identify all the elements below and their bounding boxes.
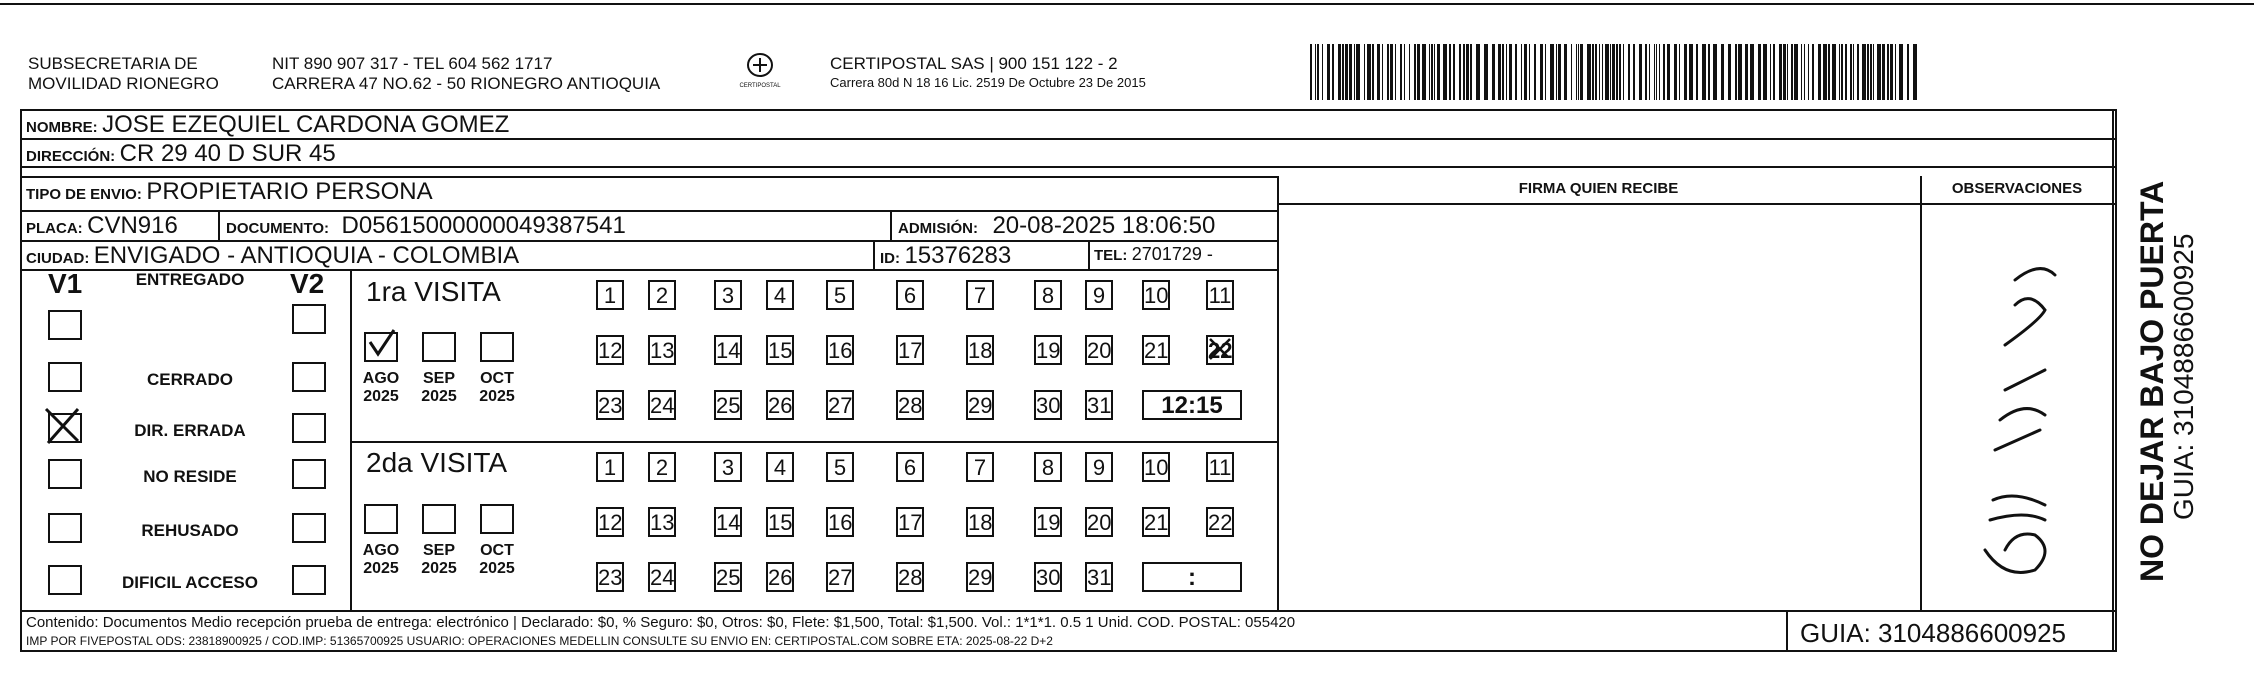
barcode-bar	[1364, 44, 1365, 100]
company-info: CERTIPOSTAL SAS | 900 151 122 - 2 Carrera 80d N 18 16 Lic. 2519 De Octubre 23 De 2015	[830, 54, 1146, 90]
v1-checkbox-marked[interactable]	[48, 413, 82, 443]
status-label: NO RESIDE	[143, 467, 237, 486]
barcode-bar	[1387, 44, 1389, 100]
first-visit-day-30[interactable]: 30	[1034, 390, 1062, 420]
second-visit-day-10[interactable]: 10	[1142, 452, 1170, 482]
first-visit-day-19[interactable]: 19	[1034, 335, 1062, 365]
barcode-bar	[1322, 44, 1323, 100]
barcode-bar	[1656, 44, 1657, 100]
barcode-bar	[1645, 44, 1647, 100]
barcode-bar	[1315, 44, 1316, 100]
barcode-bar	[1850, 44, 1852, 100]
barcode-bar	[1390, 44, 1393, 100]
first-visit-month-label: OCT 2025	[479, 370, 515, 405]
first-visit-day-4[interactable]: 4	[766, 280, 794, 310]
barcode-bar	[1907, 44, 1909, 100]
barcode-bar	[1345, 44, 1348, 100]
first-visit-day-5[interactable]: 5	[826, 280, 854, 310]
barcode-bar	[1913, 44, 1917, 100]
v1-header: V1	[48, 268, 83, 299]
barcode-bar	[1540, 44, 1543, 100]
barcode-bar	[1382, 44, 1383, 100]
first-visit-day-17[interactable]: 17	[896, 335, 924, 365]
ciudad-value: ENVIGADO - ANTIOQUIA - COLOMBIA	[93, 242, 520, 269]
barcode-bar	[1663, 44, 1665, 100]
first-visit-month-checkbox[interactable]	[480, 332, 514, 362]
first-visit-day-11[interactable]: 11	[1206, 280, 1234, 310]
tel-field: TEL: 2701729 -	[1094, 244, 1213, 264]
first-visit-day-10[interactable]: 10	[1142, 280, 1170, 310]
barcode-bar	[1431, 44, 1433, 100]
second-visit-day-30[interactable]: 30	[1034, 562, 1062, 592]
barcode-bar	[1758, 44, 1761, 100]
barcode-bar	[1515, 44, 1517, 100]
barcode-bar	[1576, 44, 1577, 100]
barcode-bar	[1713, 44, 1717, 100]
barcode-bar	[1628, 44, 1630, 100]
second-visit-day-21[interactable]: 21	[1142, 507, 1170, 537]
first-visit-day-25[interactable]: 25	[714, 390, 742, 420]
ciudad-field: CIUDAD: ENVIGADO - ANTIOQUIA - COLOMBIA	[26, 242, 520, 269]
first-visit-title: 1ra VISITA	[366, 276, 501, 307]
second-visit-day-5[interactable]: 5	[826, 452, 854, 482]
barcode-bar	[1524, 44, 1527, 100]
barcode-bar	[1801, 44, 1802, 100]
barcode-bar	[1404, 44, 1405, 100]
barcode-bar	[1873, 44, 1874, 100]
barcode-bar	[1602, 44, 1603, 100]
no-dejar-bajo-puerta: NO DEJAR BAJO PUERTA	[2134, 180, 2170, 582]
second-visit-day-14[interactable]: 14	[714, 507, 742, 537]
barcode-bar	[1773, 44, 1775, 100]
barcode-bar	[1728, 44, 1731, 100]
barcode-bar	[1422, 44, 1426, 100]
barcode-bar	[1534, 44, 1536, 100]
barcode-bar	[1409, 44, 1410, 100]
first-visit-month-checkbox[interactable]	[364, 332, 398, 362]
v1-checkbox[interactable]	[48, 565, 82, 595]
second-visit-day-16[interactable]: 16	[826, 507, 854, 537]
barcode-bar	[1470, 44, 1472, 100]
first-visit-day-18[interactable]: 18	[966, 335, 994, 365]
second-visit-day-28[interactable]: 28	[896, 562, 924, 592]
first-visit-day-13[interactable]: 13	[648, 335, 676, 365]
barcode-bar	[1684, 44, 1687, 100]
first-visit-day-16[interactable]: 16	[826, 335, 854, 365]
barcode-bar	[1735, 44, 1737, 100]
first-visit-day-28[interactable]: 28	[896, 390, 924, 420]
first-visit-day-8[interactable]: 8	[1034, 280, 1062, 310]
barcode-bar	[1689, 44, 1693, 100]
v2-checkbox[interactable]	[292, 413, 326, 443]
barcode-bar	[1639, 44, 1642, 100]
barcode-bar	[1354, 44, 1355, 100]
barcode-bar	[1484, 44, 1488, 100]
v2-checkbox[interactable]	[292, 362, 326, 392]
barcode-bar	[1610, 44, 1611, 100]
barcode-bar	[1812, 44, 1814, 100]
admision-value: 20-08-2025 18:06:50	[992, 212, 1216, 239]
certipostal-logo: CERTIPOSTAL	[730, 52, 790, 89]
barcode-bar	[1877, 44, 1881, 100]
barcode-bar	[1592, 44, 1594, 100]
v2-header: V2	[290, 268, 325, 299]
barcode-bar	[1417, 44, 1420, 100]
barcode-bar	[1476, 44, 1480, 100]
v1-checkbox[interactable]	[48, 310, 82, 340]
barcode-bar	[1887, 44, 1889, 100]
status-label: DIFICIL ACCESO	[121, 573, 258, 592]
second-visit-month-label: AGO 2025	[362, 542, 400, 577]
barcode-bar	[1674, 44, 1677, 100]
first-visit-day-2[interactable]: 2	[648, 280, 676, 310]
barcode-bar	[1356, 44, 1360, 100]
barcode-bar	[1453, 44, 1455, 100]
first-visit-day-27[interactable]: 27	[826, 390, 854, 420]
barcode-bar	[1870, 44, 1872, 100]
second-visit-day-29[interactable]: 29	[966, 562, 994, 592]
first-visit-month-label: SEP 2025	[421, 370, 457, 405]
second-visit-day-31[interactable]: 31	[1085, 562, 1113, 592]
handwritten-observation	[1945, 250, 2085, 590]
barcode-bar	[1845, 44, 1847, 100]
second-visit-day-26[interactable]: 26	[766, 562, 794, 592]
second-visit-month-label: OCT 2025	[479, 542, 515, 577]
second-visit-title: 2da VISITA	[366, 447, 508, 478]
first-visit-time-box[interactable]: 12:15	[1142, 390, 1242, 420]
second-visit-month-checkbox[interactable]	[480, 504, 514, 534]
barcode-bar	[1857, 44, 1859, 100]
second-visit-day-20[interactable]: 20	[1085, 507, 1113, 537]
barcode-bar	[1605, 44, 1609, 100]
barcode-bar	[1506, 44, 1507, 100]
barcode-bar	[1443, 44, 1447, 100]
barcode-bar	[1808, 44, 1809, 100]
first-visit-day-31[interactable]: 31	[1085, 390, 1113, 420]
barcode-bar	[1459, 44, 1461, 100]
barcode-bar	[1828, 44, 1830, 100]
barcode-bar	[1679, 44, 1680, 100]
first-visit-day-29[interactable]: 29	[966, 390, 994, 420]
first-visit-day-26[interactable]: 26	[766, 390, 794, 420]
second-visit-day-15[interactable]: 15	[766, 507, 794, 537]
second-visit-day-12[interactable]: 12	[596, 507, 624, 537]
id-field: ID: 15376283	[880, 242, 1012, 269]
v1-checkbox[interactable]	[48, 362, 82, 392]
barcode-bar	[1804, 44, 1805, 100]
barcode-bar	[1616, 44, 1618, 100]
placa-field: PLACA: CVN916	[26, 212, 178, 239]
direccion-row: DIRECCIÓN: CR 29 40 D SUR 45	[26, 140, 336, 167]
barcode-bar	[1372, 44, 1374, 100]
barcode-bar	[1654, 44, 1655, 100]
barcode-bar	[1770, 44, 1771, 100]
barcode-bar	[1327, 44, 1330, 100]
barcode-bar	[1702, 44, 1706, 100]
top-edge	[0, 3, 2254, 5]
barcode-bar	[1550, 44, 1554, 100]
first-visit-day-14[interactable]: 14	[714, 335, 742, 365]
v1-checkbox[interactable]	[48, 513, 82, 543]
first-visit-month-label: AGO 2025	[362, 370, 400, 405]
org-name: SUBSECRETARIA DE MOVILIDAD RIONEGRO	[28, 54, 219, 93]
second-visit-day-13[interactable]: 13	[648, 507, 676, 537]
first-visit-day-3[interactable]: 3	[714, 280, 742, 310]
barcode-bar	[1317, 44, 1319, 100]
second-visit-day-17[interactable]: 17	[896, 507, 924, 537]
barcode-bar	[1599, 44, 1600, 100]
v2-checkbox[interactable]	[292, 565, 326, 595]
barcode-bar	[1529, 44, 1530, 100]
second-visit-time-box[interactable]: :	[1142, 562, 1242, 592]
barcode-bar	[1787, 44, 1788, 100]
barcode-bar	[1832, 44, 1836, 100]
tipo-envio-row: TIPO DE ENVIO: PROPIETARIO PERSONA	[26, 178, 433, 205]
observaciones-label: OBSERVACIONES	[1951, 180, 2083, 197]
barcode-bar	[1564, 44, 1567, 100]
second-visit-month-checkbox[interactable]	[364, 504, 398, 534]
barcode-bar	[1667, 44, 1670, 100]
firma-label: FIRMA QUIEN RECIBE	[1518, 180, 1679, 197]
barcode-bar	[1466, 44, 1469, 100]
second-visit-day-6[interactable]: 6	[896, 452, 924, 482]
barcode-bar	[1395, 44, 1396, 100]
second-visit-day-2[interactable]: 2	[648, 452, 676, 482]
barcode-bar	[1437, 44, 1440, 100]
barcode-bar	[1721, 44, 1724, 100]
tipo-envio-value: PROPIETARIO PERSONA	[146, 178, 433, 205]
v2-checkbox[interactable]	[292, 304, 326, 334]
status-label: REHUSADO	[141, 521, 239, 540]
barcode-bar	[1580, 44, 1583, 100]
barcode-bar	[1556, 44, 1557, 100]
barcode-bar	[1595, 44, 1597, 100]
v1-checkbox[interactable]	[48, 459, 82, 489]
first-visit-day-22[interactable]: 22	[1206, 335, 1234, 365]
v2-checkbox[interactable]	[292, 459, 326, 489]
first-visit-day-1[interactable]: 1	[596, 280, 624, 310]
id-value: 15376283	[904, 242, 1012, 269]
barcode-bar	[1332, 44, 1334, 100]
second-visit-day-23[interactable]: 23	[596, 562, 624, 592]
nombre-row: NOMBRE: JOSE EZEQUIEL CARDONA GOMEZ	[26, 111, 510, 138]
status-label: DIR. ERRADA	[134, 421, 246, 440]
barcode-bar	[1839, 44, 1840, 100]
second-visit-day-7[interactable]: 7	[966, 452, 994, 482]
first-visit-day-7[interactable]: 7	[966, 280, 994, 310]
documento-field: DOCUMENTO: D05615000000049387541	[226, 212, 626, 239]
second-visit-day-4[interactable]: 4	[766, 452, 794, 482]
barcode-bar	[1823, 44, 1827, 100]
barcode-bar	[1587, 44, 1591, 100]
placa-value: CVN916	[87, 212, 178, 239]
barcode-bar	[1414, 44, 1416, 100]
first-visit-day-23[interactable]: 23	[596, 390, 624, 420]
barcode-bar	[1349, 44, 1352, 100]
footer-content: Contenido: Documentos Medio recepción prueba de entrega: electrónico | Declarado: $0, % Seguro: $0, Otros: $0, Flete: $1,500, Total: $1,500. Vol.: 1*1*1. 0.5 1 Unid. COD. POSTAL: 055420 IMP POR FIVEPOSTAL ODS: 23818900925 / COD.IMP: 51365700925 USUARIO: OPERACIONES MEDELLIN CONSULTE SU ENVIO EN: CERTIPOSTAL.COM SOBRE ETA: 2025-08-22 D+2	[26, 614, 1296, 648]
nombre-value: JOSE EZEQUIEL CARDONA GOMEZ	[102, 111, 510, 138]
barcode-bar	[1449, 44, 1451, 100]
barcode-bar	[1342, 44, 1344, 100]
barcode-bar	[1434, 44, 1435, 100]
org-nit: NIT 890 907 317 - TEL 604 562 1717 CARRERA 47 NO.62 - 50 RIONEGRO ANTIOQUIA	[272, 54, 661, 93]
status-label: CERRADO	[147, 370, 233, 389]
second-visit-day-9[interactable]: 9	[1085, 452, 1113, 482]
barcode-bar	[1377, 44, 1380, 100]
barcode-bar	[1841, 44, 1843, 100]
first-visit-day-24[interactable]: 24	[648, 390, 676, 420]
documento-value: D05615000000049387541	[341, 212, 626, 239]
second-visit-day-3[interactable]: 3	[714, 452, 742, 482]
barcode-bar	[1558, 44, 1561, 100]
barcode-bar	[1745, 44, 1748, 100]
barcode-bar	[1463, 44, 1465, 100]
second-visit-day-27[interactable]: 27	[826, 562, 854, 592]
barcode-bar	[1738, 44, 1742, 100]
barcode-bar	[1895, 44, 1896, 100]
side-guia: GUIA: 3104886600925	[2168, 233, 2199, 520]
barcode-bar	[1310, 44, 1312, 100]
first-visit-day-15[interactable]: 15	[766, 335, 794, 365]
first-visit-day-20[interactable]: 20	[1085, 335, 1113, 365]
barcode-bar	[1492, 44, 1495, 100]
barcode-bar	[1853, 44, 1854, 100]
barcode-bar	[1794, 44, 1798, 100]
barcode-bar	[1623, 44, 1624, 100]
barcode-bar	[1779, 44, 1782, 100]
barcode-bar	[1882, 44, 1885, 100]
second-visit-day-11[interactable]: 11	[1206, 452, 1234, 482]
barcode-bar	[1571, 44, 1572, 100]
barcode-bar	[1867, 44, 1869, 100]
first-visit-month-checkbox[interactable]	[422, 332, 456, 362]
barcode-bar	[1763, 44, 1767, 100]
barcode-bar	[1338, 44, 1341, 100]
second-visit-month-label: SEP 2025	[421, 542, 457, 577]
barcode-bar	[1429, 44, 1430, 100]
direccion-value: CR 29 40 D SUR 45	[119, 140, 336, 167]
barcode-bar	[1696, 44, 1698, 100]
second-visit-day-22[interactable]: 22	[1206, 507, 1234, 537]
second-visit-day-8[interactable]: 8	[1034, 452, 1062, 482]
barcode-bar	[1862, 44, 1866, 100]
barcode-bar	[1750, 44, 1754, 100]
barcode	[1310, 44, 1920, 100]
barcode-bar	[1818, 44, 1821, 100]
footer-guia: GUIA: 3104886600925	[1800, 618, 2066, 648]
barcode-bar	[1783, 44, 1786, 100]
barcode-bar	[1578, 44, 1579, 100]
barcode-bar	[1400, 44, 1402, 100]
status-label: ENTREGADO	[135, 270, 245, 289]
second-visit-day-25[interactable]: 25	[714, 562, 742, 592]
first-visit-day-12[interactable]: 12	[596, 335, 624, 365]
second-visit-day-1[interactable]: 1	[596, 452, 624, 482]
barcode-bar	[1509, 44, 1512, 100]
barcode-bar	[1890, 44, 1893, 100]
tel-value: 2701729 -	[1131, 244, 1213, 264]
second-visit-day-18[interactable]: 18	[966, 507, 994, 537]
first-visit-day-21[interactable]: 21	[1142, 335, 1170, 365]
first-visit-day-6[interactable]: 6	[896, 280, 924, 310]
barcode-bar	[1659, 44, 1660, 100]
barcode-bar	[1649, 44, 1650, 100]
second-visit-day-19[interactable]: 19	[1034, 507, 1062, 537]
v2-checkbox[interactable]	[292, 513, 326, 543]
second-visit-month-checkbox[interactable]	[422, 504, 456, 534]
barcode-bar	[1498, 44, 1501, 100]
barcode-bar	[1899, 44, 1903, 100]
second-visit-day-24[interactable]: 24	[648, 562, 676, 592]
barcode-bar	[1791, 44, 1793, 100]
barcode-bar	[1545, 44, 1546, 100]
barcode-bar	[1367, 44, 1371, 100]
barcode-bar	[1502, 44, 1504, 100]
barcode-bar	[1619, 44, 1621, 100]
barcode-bar	[1521, 44, 1522, 100]
barcode-bar	[1633, 44, 1635, 100]
admision-field: ADMISIÓN: 20-08-2025 18:06:50	[898, 212, 1216, 239]
first-visit-day-9[interactable]: 9	[1085, 280, 1113, 310]
barcode-bar	[1612, 44, 1615, 100]
barcode-bar	[1708, 44, 1710, 100]
